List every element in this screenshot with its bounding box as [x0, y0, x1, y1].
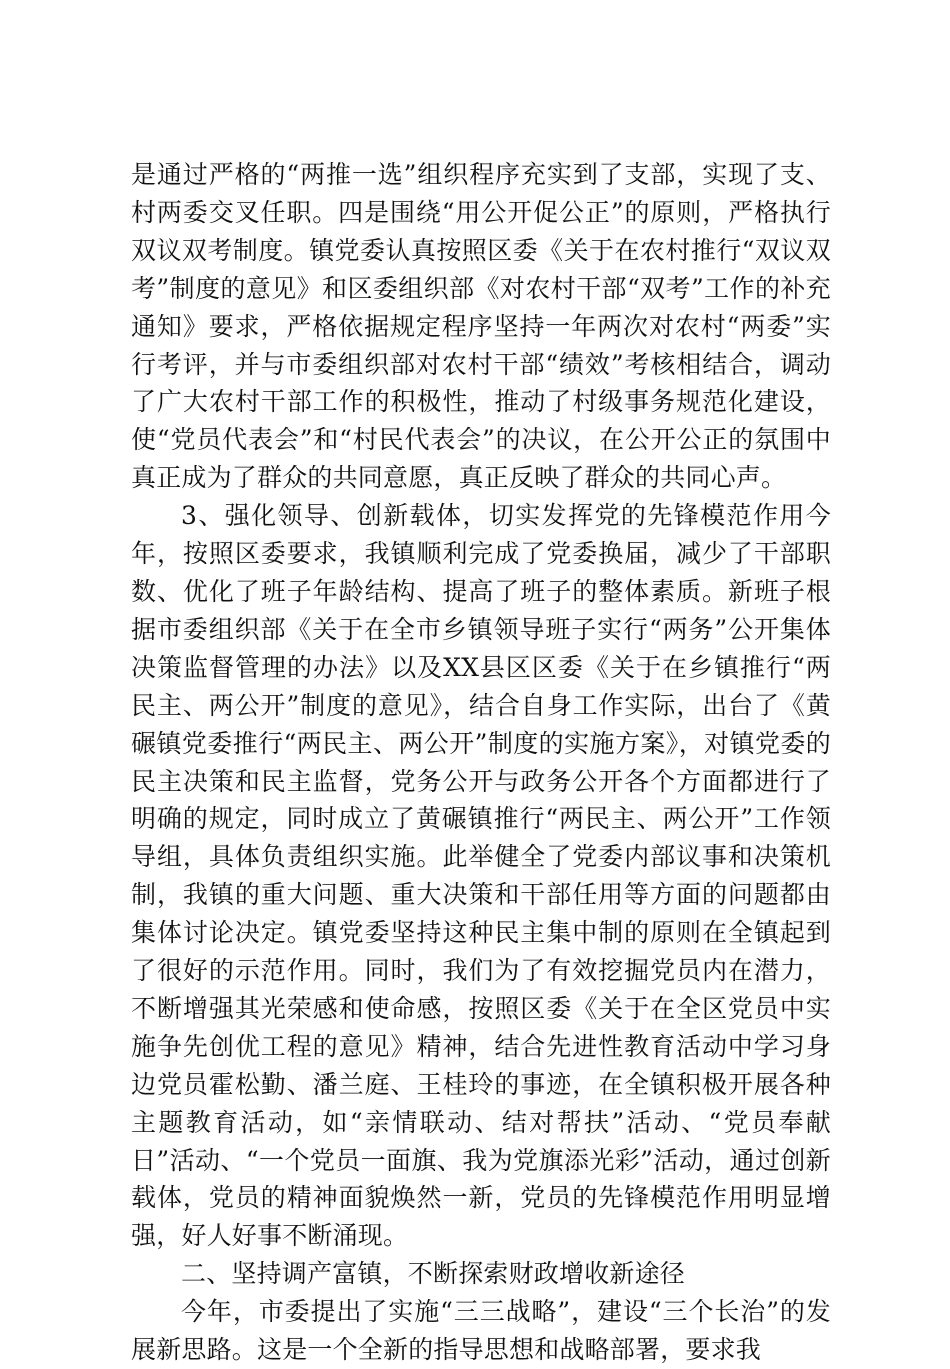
- paragraph-section-3: 3、强化领导、创新载体，切实发挥党的先锋模范作用今年，按照区委要求，我镇顺利完成了党委换届，减少了干部职数、优化了班子年龄结构、提高了班子的整体素质。新班子根据市委组织部《关于在全市乡镇领导班子实行“两务”公开集体决策监督管理的办法》以及XX县区区委《关于在乡镇推行“两民主、两公开”制度的意见》，结合自身工作实际，出台了《黄碾镇党委推行“两民主、两公开”制度的实施方案》，对镇党委的民主决策和民主监督，党务公开与政务公开各个方面都进行了明确的规定，同时成立了黄碾镇推行“两民主、两公开”工作领导组，具体负责组织实施。此举健全了党委内部议事和决策机制，我镇的重大问题、重大决策和干部任用等方面的问题都由集体讨论决定。镇党委坚持这种民主集中制的原则在全镇起到了很好的示范作用。同时，我们为了有效挖掘党员内在潜力，不断增强其光荣感和使命感，按照区委《关于在全区党员中实施争先创优工程的意见》精神，结合先进性教育活动中学习身边党员霍松勤、潘兰庭、王桂玲的事迹，在全镇积极开展各种主题教育活动，如“亲情联动、结对帮扶”活动、“党员奉献日”活动、“一个党员一面旗、我为党旗添光彩”活动，通过创新载体，党员的精神面貌焕然一新，党员的先锋模范作用明显增强，好人好事不断涌现。: [131, 501, 831, 1251]
- section-heading-2: 二、坚持调产富镇，不断探索财政增收新途径: [181, 1259, 686, 1289]
- paragraph-continuation: 是通过严格的“两推一选”组织程序充实到了支部，实现了支、村两委交叉任职。四是围绕“用公开促公正”的原则，严格执行双议双考制度。镇党委认真按照区委《关于在农村推行“双议双考”制度的意见》和区委组织部《对农村干部“双考”工作的补充通知》要求，严格依据规定程序坚持一年两次对农村“两委”实行考评，并与市委组织部对农村干部“绩效”考核相结合，调动了广大农村干部工作的积极性，推动了村级事务规范化建设，使“党员代表会”和“村民代表会”的决议，在公开公正的氛围中真正成为了群众的共同意愿，真正反映了群众的共同心声。: [131, 160, 831, 493]
- document-body: [131, 156, 831, 1369]
- paragraph-section-2-intro: 今年，市委提出了实施“三三战略”，建设“三个长治”的发展新思路。这是一个全新的指导思想和战略部署，要求我: [131, 1297, 831, 1365]
